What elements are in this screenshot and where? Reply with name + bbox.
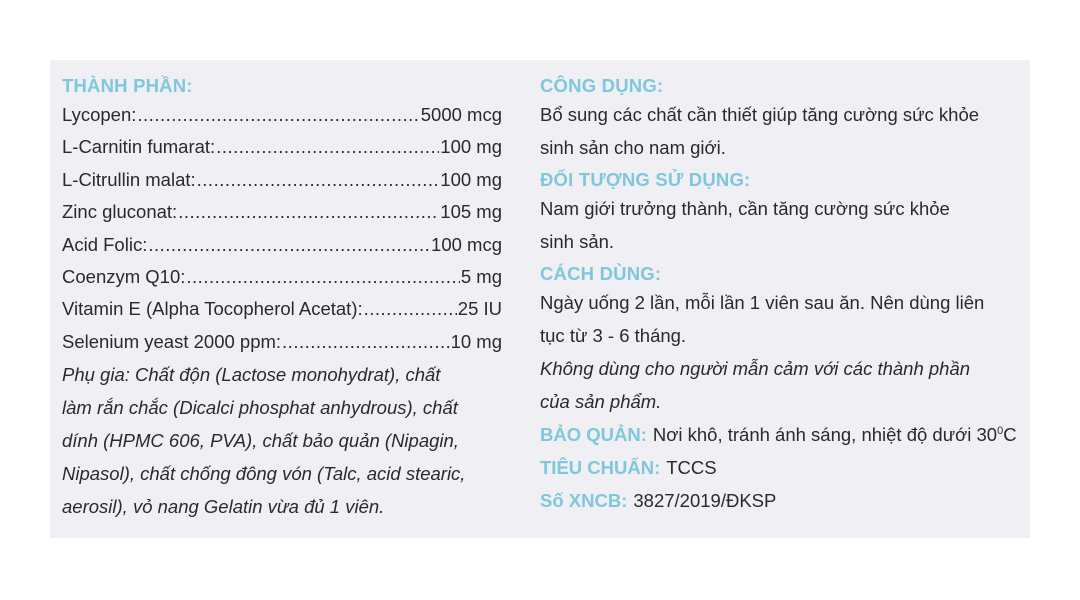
dot-leader [186, 261, 459, 293]
dot-leader [364, 293, 457, 325]
dot-leader [178, 196, 439, 228]
standard-value: TCCS [666, 457, 717, 478]
ingredient-row [62, 326, 502, 358]
excipients-line: aerosil), vỏ nang Gelatin vừa đủ 1 viên. [62, 496, 385, 518]
excipients-line: Phụ gia: Chất độn (Lactose monohydrat), chất [62, 364, 441, 386]
ingredient-amount: 5 mg [460, 265, 502, 287]
excipients-line: làm rắn chắc (Dicalci phosphat anhydrous), chất [62, 397, 458, 419]
ingredient-amount: 100 mg [440, 168, 502, 190]
ingredients-list [62, 99, 502, 358]
storage-text: Nơi khô, tránh ánh sáng, nhiệt độ dưới 30 [652, 424, 998, 445]
registration-row [540, 484, 1020, 517]
storage-unit: C [1003, 424, 1017, 445]
usage-warning-line: của sản phẩm. [540, 391, 662, 412]
standard-label: TIÊU CHUẨN: [540, 457, 661, 478]
ingredient-row [62, 196, 502, 228]
ingredient-amount: 105 mg [440, 201, 502, 223]
target-text-line: sinh sản. [540, 231, 615, 252]
dot-leader [282, 326, 450, 358]
ingredients-heading: THÀNH PHẦN: [62, 75, 193, 96]
storage-row [540, 418, 1020, 451]
ingredient-amount: 100 mg [440, 136, 502, 158]
dot-leader [148, 229, 430, 261]
storage-degree: 0 [997, 425, 1004, 437]
ingredient-row [62, 293, 502, 325]
registration-label: Số XNCB: [540, 490, 628, 511]
ingredient-amount: 10 mg [450, 330, 502, 352]
ingredient-row [62, 131, 502, 163]
standard-row [540, 451, 1020, 484]
ingredients-column [62, 74, 502, 523]
dot-leader [197, 164, 440, 196]
ingredient-row [62, 261, 502, 293]
dot-leader [216, 131, 439, 163]
usage-text-line: Ngày uống 2 lần, mỗi lần 1 viên sau ăn. Nên dùng liên [540, 292, 985, 313]
ingredient-name: Lycopen: [62, 104, 137, 125]
product-label-panel [50, 60, 1030, 538]
excipients-line: Nipasol), chất chống đông vón (Talc, acid stearic, [62, 463, 466, 485]
ingredient-row [62, 164, 502, 196]
dot-leader [137, 99, 419, 131]
excipients-text [62, 358, 502, 523]
usage-text-line: tục từ 3 - 6 tháng. [540, 325, 687, 346]
info-column [540, 74, 1020, 517]
usage-heading: CÁCH DÙNG: [540, 263, 662, 284]
ingredient-amount: 25 IU [457, 298, 502, 320]
uses-text-line: sinh sản cho nam giới. [540, 137, 726, 158]
ingredient-name: Acid Folic: [62, 233, 148, 255]
ingredient-name: L-Carnitin fumarat: [62, 136, 216, 158]
ingredient-name: Selenium yeast 2000 ppm: [62, 330, 282, 352]
ingredient-amount: 5000 mcg [420, 104, 502, 125]
ingredient-row [62, 229, 502, 261]
ingredient-name: L-Citrullin malat: [62, 168, 196, 190]
excipients-line: dính (HPMC 606, PVA), chất bảo quản (Nipagin, [62, 430, 459, 452]
uses-text-line: Bổ sung các chất cần thiết giúp tăng cường sức khỏe [540, 104, 980, 125]
ingredient-name: Vitamin E (Alpha Tocopherol Acetat): [62, 298, 363, 320]
uses-heading: CÔNG DỤNG: [540, 75, 664, 96]
usage-warning-line: Không dùng cho người mẫn cảm với các thành phần [540, 358, 971, 379]
target-text-line: Nam giới trưởng thành, cần tăng cường sức khỏe [540, 198, 950, 219]
registration-value: 3827/2019/ĐKSP [633, 490, 777, 511]
ingredient-name: Zinc gluconat: [62, 201, 178, 223]
storage-label: BẢO QUẢN: [540, 424, 647, 445]
target-heading: ĐỐI TƯỢNG SỬ DỤNG: [540, 169, 751, 190]
ingredient-name: Coenzym Q10: [62, 265, 186, 287]
ingredient-row [62, 99, 502, 131]
ingredient-amount: 100 mcg [431, 233, 502, 255]
